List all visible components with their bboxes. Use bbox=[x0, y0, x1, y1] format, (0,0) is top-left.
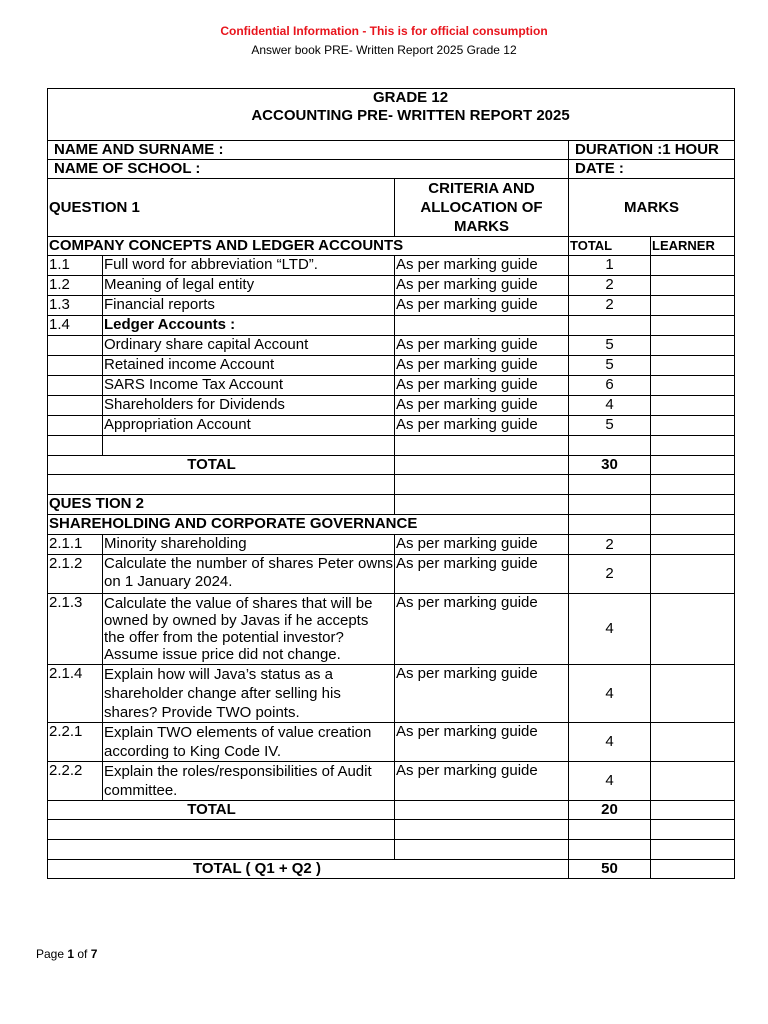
table-row: 2.1.2 Calculate the number of shares Peter owns on 1 January 2024. As per marking guide 2 bbox=[48, 555, 735, 594]
table-row: Ordinary share capital Account As per marking guide 5 bbox=[48, 336, 735, 356]
title-row bbox=[48, 89, 735, 141]
name-row bbox=[48, 141, 735, 160]
date-label: DATE : bbox=[569, 160, 735, 179]
total-column-heading: TOTAL bbox=[569, 237, 651, 256]
table-row: SARS Income Tax Account As per marking guide 6 bbox=[48, 376, 735, 396]
table-row bbox=[48, 475, 735, 495]
learner-mark-cell[interactable] bbox=[651, 860, 735, 879]
grade-title: GRADE 12 bbox=[373, 89, 449, 106]
document-subtitle: Answer book PRE- Written Report 2025 Grade 12 bbox=[251, 43, 517, 57]
learner-mark-cell[interactable] bbox=[651, 665, 735, 723]
page-number: Page 1 of 7 bbox=[36, 947, 98, 961]
school-row bbox=[48, 160, 735, 179]
q1-total-label: TOTAL bbox=[48, 456, 395, 475]
learner-column-heading: LEARNER bbox=[651, 237, 735, 256]
learner-mark-cell[interactable] bbox=[651, 555, 735, 594]
column-header-row bbox=[48, 179, 735, 237]
learner-mark-cell[interactable] bbox=[651, 762, 735, 801]
learner-mark-cell[interactable] bbox=[651, 296, 735, 316]
table-row: Retained income Account As per marking guide 5 bbox=[48, 356, 735, 376]
learner-mark-cell[interactable] bbox=[651, 256, 735, 276]
question1-heading: QUESTION 1 bbox=[48, 179, 395, 237]
learner-mark-cell[interactable] bbox=[651, 535, 735, 555]
table-row bbox=[48, 436, 735, 456]
table-row: 1.2 Meaning of legal entity As per marking guide 2 bbox=[48, 276, 735, 296]
name-surname-label: NAME AND SURNAME : bbox=[48, 141, 569, 160]
learner-mark-cell[interactable] bbox=[651, 416, 735, 436]
duration-label: DURATION :1 HOUR bbox=[569, 141, 735, 160]
q2-total-label: TOTAL bbox=[48, 801, 395, 820]
q2-heading-row bbox=[48, 495, 735, 515]
learner-mark-cell[interactable] bbox=[651, 376, 735, 396]
learner-mark-cell[interactable] bbox=[651, 801, 735, 820]
learner-mark-cell[interactable] bbox=[651, 316, 735, 336]
q2-total-row bbox=[48, 801, 735, 820]
grand-total-label: TOTAL ( Q1 + Q2 ) bbox=[48, 860, 569, 879]
table-row: 2.2.2 Explain the roles/responsibilities of Audit committee. As per marking guide 4 bbox=[48, 762, 735, 801]
table-row: 2.1.1 Minority shareholding As per marking guide 2 bbox=[48, 535, 735, 555]
question2-heading: QUES TION 2 bbox=[48, 495, 395, 515]
report-title: ACCOUNTING PRE- WRITTEN REPORT 2025 bbox=[251, 107, 570, 124]
q1-total-value: 30 bbox=[569, 456, 651, 475]
answer-book-table bbox=[47, 88, 735, 879]
table-row: Appropriation Account As per marking guide 5 bbox=[48, 416, 735, 436]
learner-mark-cell[interactable] bbox=[651, 594, 735, 665]
learner-mark-cell[interactable] bbox=[651, 356, 735, 376]
table-row: 2.2.1 Explain TWO elements of value creation according to King Code IV. As per marking guide 4 bbox=[48, 723, 735, 762]
learner-mark-cell[interactable] bbox=[651, 276, 735, 296]
learner-mark-cell[interactable] bbox=[651, 336, 735, 356]
table-row: 1.4 Ledger Accounts : bbox=[48, 316, 735, 336]
q2-total-value: 20 bbox=[569, 801, 651, 820]
marks-heading: MARKS bbox=[569, 179, 735, 237]
table-row bbox=[48, 820, 735, 840]
q1-section-row bbox=[48, 237, 735, 256]
q1-total-row bbox=[48, 456, 735, 475]
learner-mark-cell[interactable] bbox=[651, 456, 735, 475]
table-row bbox=[48, 840, 735, 860]
school-label: NAME OF SCHOOL : bbox=[48, 160, 569, 179]
q2-section-title: SHAREHOLDING AND CORPORATE GOVERNANCE bbox=[48, 515, 569, 535]
table-row: 2.1.4 Explain how will Java’s status as a shareholder change after selling his shares? Provide TWO points. As per marking guide 4 bbox=[48, 665, 735, 723]
learner-mark-cell[interactable] bbox=[651, 396, 735, 416]
table-row: Shareholders for Dividends As per marking guide 4 bbox=[48, 396, 735, 416]
q1-section-title: COMPANY CONCEPTS AND LEDGER ACCOUNTS bbox=[48, 237, 569, 256]
learner-mark-cell[interactable] bbox=[651, 723, 735, 762]
q2-section-row bbox=[48, 515, 735, 535]
criteria-heading: CRITERIA AND ALLOCATION OF MARKS bbox=[395, 179, 569, 237]
table-row: 1.1 Full word for abbreviation “LTD”. As per marking guide 1 bbox=[48, 256, 735, 276]
confidential-notice: Confidential Information - This is for official consumption bbox=[220, 24, 548, 38]
grand-total-row bbox=[48, 860, 735, 879]
table-row: 1.3 Financial reports As per marking guide 2 bbox=[48, 296, 735, 316]
table-row: 2.1.3 Calculate the value of shares that will be owned by owned by Javas if he accepts the offer from the potential investor? Assume issue price did not change. As per marking guide 4 bbox=[48, 594, 735, 665]
grand-total-value: 50 bbox=[569, 860, 651, 879]
